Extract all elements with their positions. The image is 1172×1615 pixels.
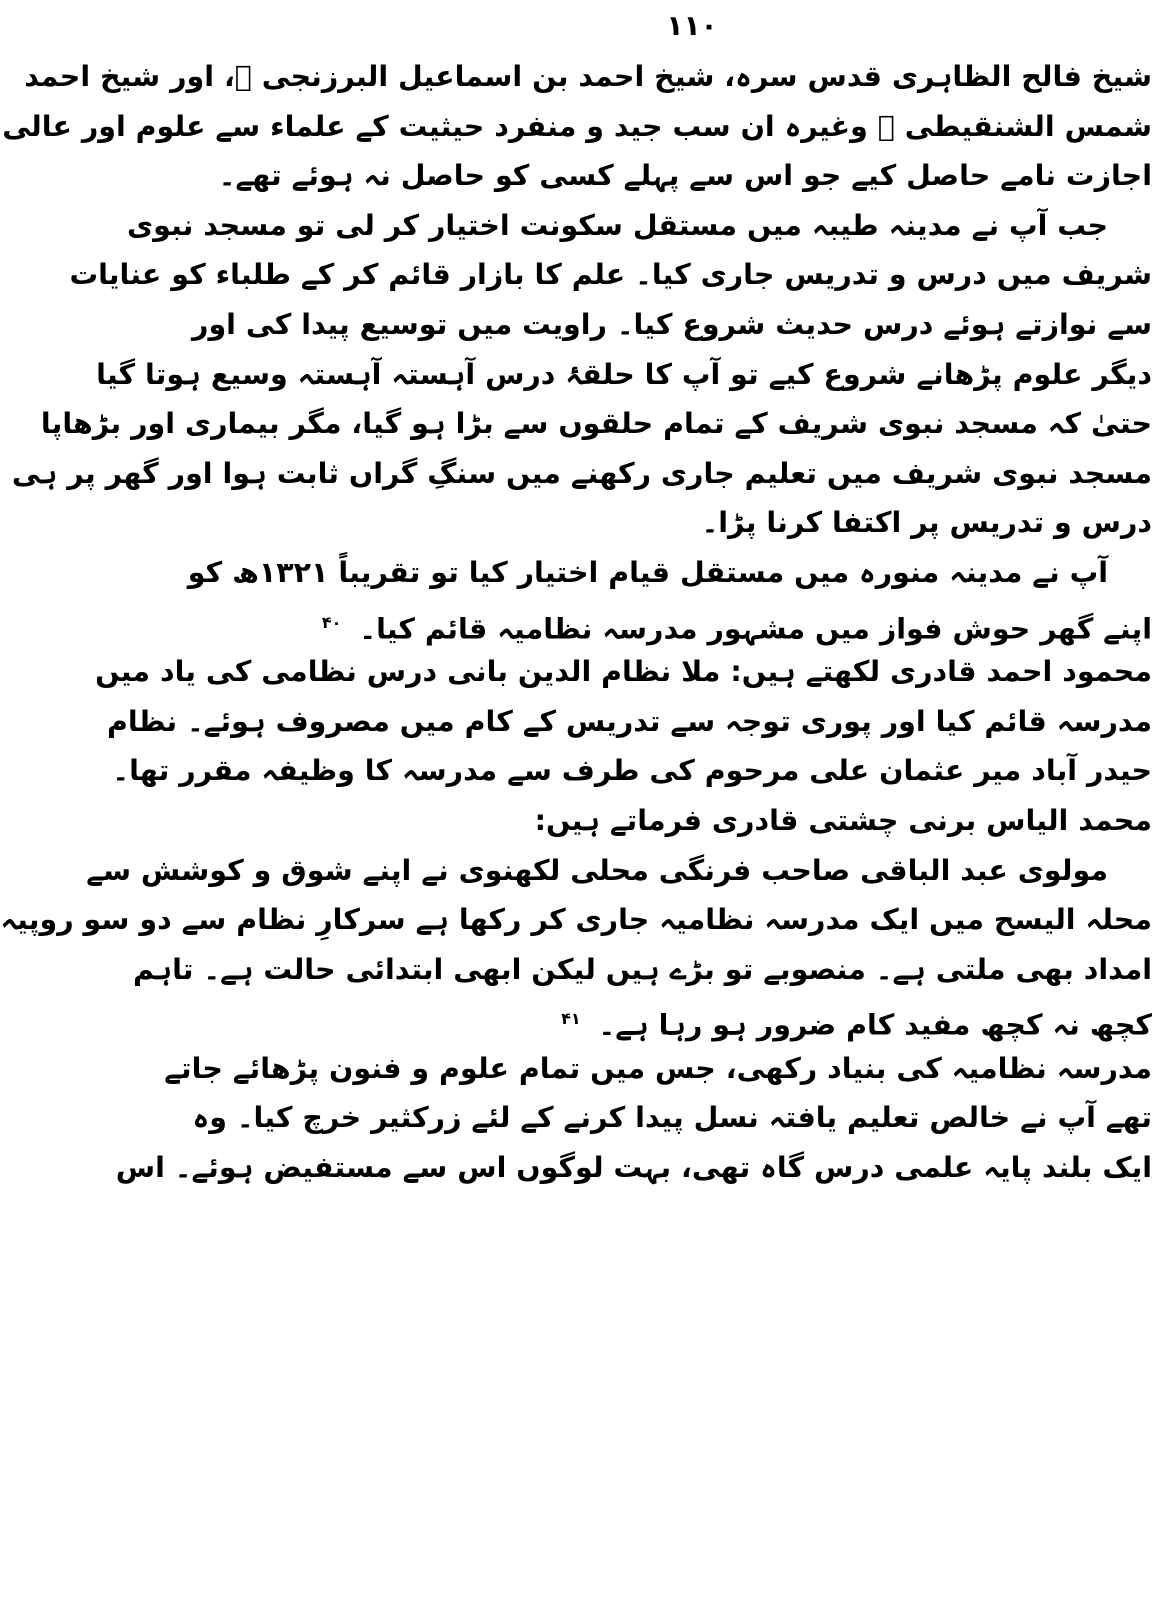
text-line-7: دیگر علوم پڑھانے شروع کیے تو آپ کا حلقۂ درس آہستہ آہستہ وسیع ہوتا گیا bbox=[96, 357, 1152, 391]
text-line-16: محمد الیاس برنی چشتی قادری فرماتے ہیں: bbox=[534, 803, 1152, 837]
text-line-20 bbox=[234, 994, 1152, 1044]
text-line-8: حتیٰ کہ مسجد نبوی شریف کے تمام حلقوں سے بڑا ہو گیا، مگر بیماری اور بڑھاپا bbox=[40, 407, 1152, 441]
text-line-3: اجازت نامے حاصل کیے جو اس سے پہلے کسی کو حاصل نہ ہوئے تھے۔ bbox=[218, 159, 1152, 193]
text-line-14: مدرسہ قائم کیا اور پوری توجہ سے تدریس کے کام میں مصروف ہوئے۔ نظام bbox=[107, 704, 1152, 738]
footnote-ref-40: ۴۰ bbox=[321, 612, 342, 632]
text-line-12 bbox=[234, 598, 1152, 648]
text-line-18: محلہ الیسح میں ایک مدرسہ نظامیہ جاری کر رکھا ہے سرکارِ نظام سے دو سو روپیہ bbox=[0, 903, 1152, 937]
text-line-5: شریف میں درس و تدریس جاری کیا۔ علم کا بازار قائم کر کے طلباء کو عنایات bbox=[69, 258, 1152, 292]
text-line-17: مولوی عبد الباقی صاحب فرنگی محلی لکھنوی نے اپنے شوق و کوشش سے bbox=[86, 853, 1108, 887]
text-line-4: جب آپ نے مدینہ طیبہ میں مستقل سکونت اختیار کر لی تو مسجد نبوی bbox=[126, 208, 1108, 242]
text-line-20-content: کچھ نہ کچھ مفید کام ضرور ہو رہا ہے۔ bbox=[598, 1008, 1152, 1042]
text-line-10: درس و تدریس پر اکتفا کرنا پڑا۔ bbox=[701, 506, 1152, 540]
text-line-1: شیخ فالح الظاہری قدس سرہ، شیخ احمد بن اسماعیل البرزنجی ﷫، اور شیخ احمد bbox=[24, 60, 1152, 93]
text-line-21: مدرسہ نظامیہ کی بنیاد رکھی، جس میں تمام علوم و فنون پڑھائے جاتے bbox=[164, 1051, 1152, 1085]
text-line-15: حیدر آباد میر عثمان علی مرحوم کی طرف سے مدرسہ کا وظیفہ مقرر تھا۔ bbox=[112, 754, 1152, 788]
text-line-22: تھے آپ نے خالص تعلیم یافتہ نسل پیدا کرنے کے لئے زرکثیر خرچ کیا۔ وہ bbox=[192, 1101, 1152, 1135]
text-line-2: شمس الشنقیطی ﷫ وغیرہ ان سب جید و منفرد حیثیت کے علماء سے علوم اور عالی bbox=[2, 109, 1152, 143]
text-line-19: امداد بھی ملتی ہے۔ منصوبے تو بڑے ہیں لیکن ابھی ابتدائی حالت ہے۔ تاہم bbox=[133, 952, 1152, 986]
document-body bbox=[0, 52, 1152, 1193]
page-number: ۱۱۰ bbox=[666, 9, 718, 42]
text-line-23: ایک بلند پایہ علمی درس گاہ تھی، بہت لوگوں اس سے مستفیض ہوئے۔ اس bbox=[115, 1151, 1152, 1185]
text-line-12-content: اپنے گھر حوش فواز میں مشہور مدرسہ نظامیہ قائم کیا۔ bbox=[359, 612, 1152, 646]
text-line-11: آپ نے مدینہ منورہ میں مستقل قیام اختیار کیا تو تقریباً ۱۳۲۱ھ کو bbox=[187, 555, 1108, 589]
text-line-9: مسجد نبوی شریف میں تعلیم جاری رکھنے میں سنگِ گراں ثابت ہوا اور گھر پر ہی bbox=[11, 456, 1152, 490]
footnote-ref-41: ۴۱ bbox=[561, 1009, 581, 1029]
text-line-6: سے نوازتے ہوئے درس حدیث شروع کیا۔ راویت میں توسیع پیدا کی اور bbox=[192, 307, 1152, 341]
text-line-13: محمود احمد قادری لکھتے ہیں: ملا نظام الدین بانی درس نظامی کی یاد میں bbox=[95, 655, 1152, 689]
